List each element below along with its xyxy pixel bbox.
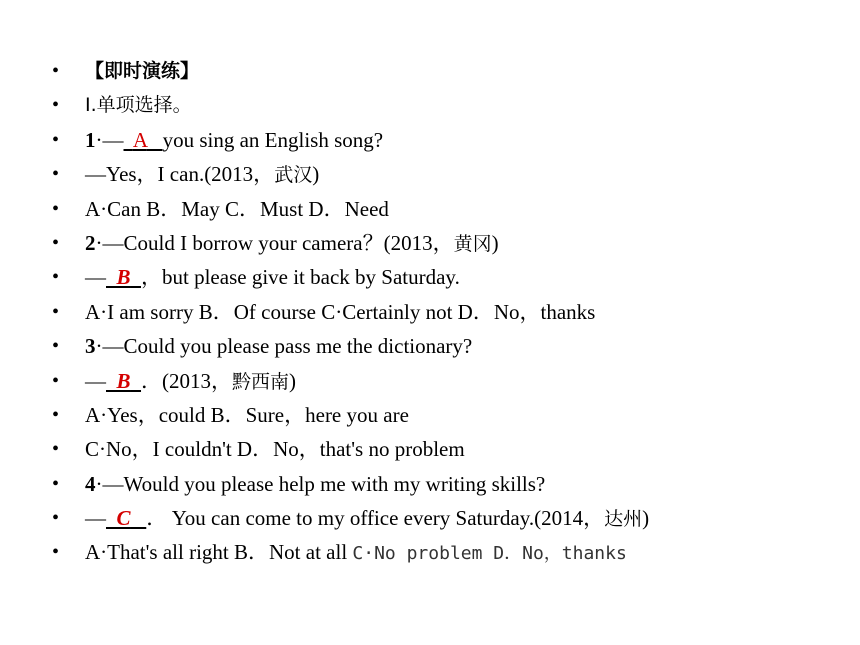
question-text: —Could I borrow your camera？(2013， xyxy=(102,230,454,255)
bullet: • xyxy=(52,94,60,117)
bullet: • xyxy=(52,541,60,564)
options-text: C·No，I couldn't D．No，that's no problem xyxy=(85,437,465,462)
bullet: • xyxy=(52,60,60,82)
question-2-stem: • 2·—Could I borrow your camera？(2013，黄冈) xyxy=(52,226,842,260)
question-number: 2 xyxy=(85,230,96,255)
section-heading: Ⅰ.单项选择。 xyxy=(85,94,192,117)
question-number: 1 xyxy=(85,127,96,152)
bullet: • xyxy=(52,403,60,426)
bullet: • xyxy=(52,507,60,530)
options-text: A·That's all right B．Not at all xyxy=(85,540,353,565)
options-text: A·Can B．May C．Must D．Need xyxy=(85,196,389,221)
question-1-stem xyxy=(52,123,842,157)
source: 达州 xyxy=(604,508,643,531)
bullet: • xyxy=(52,231,60,254)
reply-text: ，but please give it back by Saturday. xyxy=(141,265,460,290)
exercise-list xyxy=(52,54,842,570)
bullet: • xyxy=(52,335,60,358)
question-2-options xyxy=(52,295,842,329)
question-1-options xyxy=(52,192,842,226)
reply-text: —Yes，I can.(2013， xyxy=(85,162,275,187)
source: 黄冈 xyxy=(453,232,492,255)
question-text: —Could you please pass me the dictionary? xyxy=(102,334,473,359)
source: 武汉 xyxy=(274,164,313,187)
question-3-stem xyxy=(52,329,842,363)
list-item xyxy=(52,54,842,88)
separator: · xyxy=(95,334,103,359)
question-1-reply: • —Yes，I can.(2013，武汉) xyxy=(52,157,842,191)
answer-blank xyxy=(106,364,141,398)
bullet: • xyxy=(52,128,60,151)
bullet: • xyxy=(52,438,60,461)
options-text-mono: C·No problem D．No，thanks xyxy=(352,543,627,565)
separator: · xyxy=(95,471,103,496)
bullet: • xyxy=(52,266,60,289)
answer: C xyxy=(116,506,131,531)
question-3-options-1 xyxy=(52,398,842,432)
reply-text: ．(2013， xyxy=(141,368,233,393)
question-text: you sing an English song? xyxy=(162,127,384,152)
question-number: 3 xyxy=(85,334,96,359)
question-4-reply: • — C ． You can come to my office every Saturday.(2014，达州) xyxy=(52,501,842,535)
question-4-stem xyxy=(52,467,842,501)
bullet: • xyxy=(52,197,60,220)
question-3-reply: • — B ．(2013，黔西南) xyxy=(52,364,842,398)
dash: — xyxy=(102,127,124,152)
source: 黔西南 xyxy=(232,370,290,393)
bullet: • xyxy=(52,369,60,392)
separator: · xyxy=(95,127,103,152)
question-3-options-2 xyxy=(52,432,842,466)
reply-text: ． You can come to my office every Saturday.(2014， xyxy=(146,506,605,531)
bullet: • xyxy=(52,163,60,186)
question-text: —Would you please help me with my writing skills? xyxy=(102,471,546,496)
answer-blank xyxy=(124,123,163,157)
question-2-reply xyxy=(52,260,842,294)
options-text: A·Yes，could B．Sure，here you are xyxy=(85,402,409,427)
options-text: A·I am sorry B．Of course C·Certainly not D．No，thanks xyxy=(85,299,596,324)
question-number: 4 xyxy=(85,471,96,496)
question-4-options xyxy=(52,535,842,569)
answer-blank xyxy=(106,260,141,294)
bullet: • xyxy=(52,300,60,323)
dash: — xyxy=(85,368,106,393)
dash: — xyxy=(85,265,106,290)
answer: A xyxy=(132,127,147,152)
answer: B xyxy=(116,368,131,393)
exercise-title: 【即时演练】 xyxy=(85,60,200,82)
separator: · xyxy=(95,230,103,255)
dash: — xyxy=(85,506,106,531)
answer: B xyxy=(116,265,131,290)
answer-blank xyxy=(106,501,146,535)
bullet: • xyxy=(52,472,60,495)
list-item xyxy=(52,88,842,122)
